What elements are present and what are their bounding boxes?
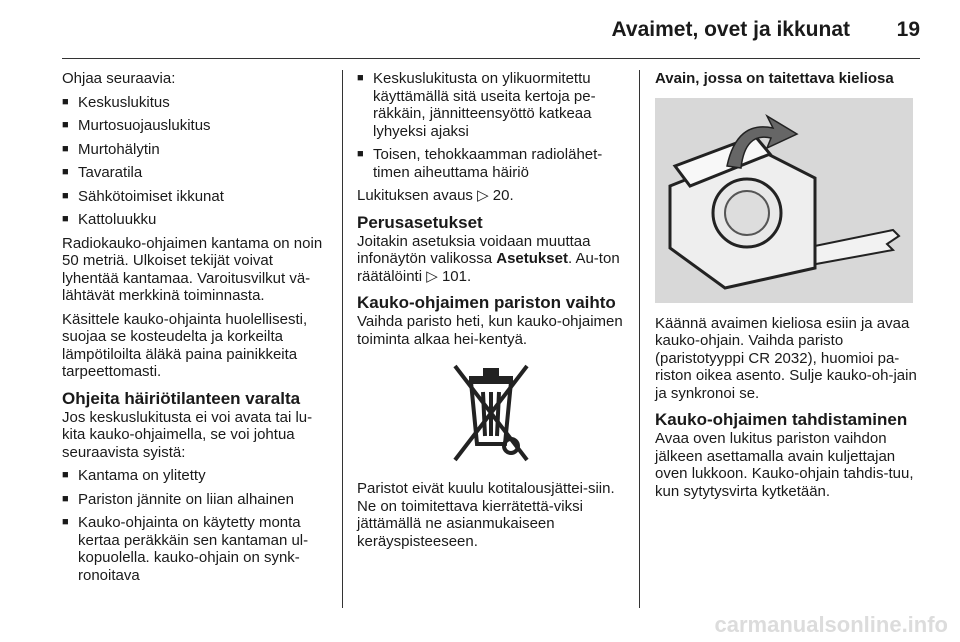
- section-heading-basic-settings: Perusasetukset: [357, 212, 483, 232]
- battery-paragraph: Vaihda paristo heti, kun kauko-ohjaimen toiminta alkaa hei-kentyä.: [357, 313, 623, 348]
- basic-settings-paragraph: [357, 233, 625, 286]
- unlock-text: Lukituksen avaus: [357, 187, 478, 204]
- key-battery-illustration: [655, 98, 913, 303]
- basic-settings-text-2: . Au-ton räätälöinti: [357, 250, 620, 285]
- list-item: ■ Keskuslukitusta on ylikuormitettu käyttämällä sitä useita kertoja pe-räkkäin, jännitteensyöttö katkeaa lyhyeksi ajaksi: [357, 70, 625, 140]
- list-item: ■ Kauko-ohjainta on käytetty monta kertaa peräkkäin sen kantaman ul-kopuolella. kauko-ohjain on synk-ronoitava: [62, 514, 332, 584]
- personalization-page-link[interactable]: 101.: [441, 267, 472, 285]
- key-subheading: Avain, jossa on taitettava kieliosa: [655, 70, 894, 87]
- disposal-paragraph: Paristot eivät kuulu kotitalousjättei-siin. Ne on toimitettava kierrätettä-viksi jättämällä ne asianmukaiseen keräyspisteeseen.: [357, 480, 615, 550]
- page-number: 19: [896, 18, 920, 41]
- basic-settings-text: Joitakin asetuksia voidaan muuttaa infonäytön valikossa: [357, 232, 591, 267]
- troubleshooting-paragraph: Jos keskuslukitusta ei voi avata tai lu-kita kauko-ohjaimella, se voi johtua seuraavista syistä:: [62, 408, 313, 461]
- column-divider-1: [342, 70, 343, 608]
- list-item: ■ Pariston jännite on liian alhainen: [62, 491, 332, 509]
- list-item: ■ Toisen, tehokkaamman radiolähet-timen aiheuttama häiriö: [357, 146, 625, 181]
- header-title: Avaimet, ovet ja ikkunat: [611, 18, 850, 41]
- page-ref-icon: ▷: [477, 187, 489, 204]
- header-rule: [62, 58, 920, 59]
- list-item: ■ Murtohälytin: [62, 141, 332, 159]
- column-3: [655, 70, 923, 506]
- column-2: [357, 70, 625, 556]
- section-heading-troubleshooting: Ohjeita häiriötilanteen varalta: [62, 388, 301, 408]
- controls-intro: Ohjaa seuraavia:: [62, 70, 176, 87]
- settings-menu-label: Asetukset: [496, 250, 568, 267]
- causes-list-continued: [357, 70, 625, 181]
- crossed-out-bin-icon: [441, 358, 541, 468]
- watermark: carmanualsonline.info: [714, 612, 948, 637]
- column-divider-2: [639, 70, 640, 608]
- controls-list: [62, 94, 332, 229]
- section-heading-sync: Kauko-ohjaimen tahdistaminen: [655, 410, 908, 429]
- page-ref-icon: ▷: [426, 267, 438, 285]
- range-paragraph: Radiokauko-ohjaimen kantama on noin 50 metriä. Ulkoiset tekijät voivat lyhentää kantamaa. Varoitusvilkut vä-lähtävät merkkinä toiminnasta.: [62, 234, 323, 304]
- column-1: [62, 70, 332, 590]
- key-illustration-icon: [655, 98, 913, 303]
- unlock-page-link[interactable]: 20.: [492, 187, 514, 204]
- replace-paragraph: Käännä avaimen kieliosa esiin ja avaa kauko-ohjain. Vaihda paristo (paristotyyppi CR 2032), huomioi pa-riston oikea asento. Sulje kauko-oh-jain ja synkronoi se.: [655, 314, 917, 402]
- list-item: ■ Kattoluukku: [62, 211, 332, 229]
- list-item: ■ Sähkötoimiset ikkunat: [62, 188, 332, 206]
- list-item: ■ Keskuslukitus: [62, 94, 332, 112]
- causes-list: [62, 467, 332, 584]
- handling-paragraph: Käsittele kauko-ohjainta huolellisesti, suojaa se kosteudelta ja korkeilta lämpötiloilta äläkä paina painikkeita tarpeettomasti.: [62, 310, 308, 380]
- list-item: ■ Tavaratila: [62, 164, 332, 182]
- unlock-reference: [357, 187, 625, 205]
- sync-paragraph: Avaa oven lukitus pariston vaihdon jälkeen asettamalla avain kuljettajan oven lukkoon. Kauko-ohjain tahdis-tuu, kun sytytysvirta kytketään.: [655, 430, 914, 500]
- section-heading-battery-replacement: Kauko-ohjaimen pariston vaihto: [357, 293, 616, 312]
- list-item: ■ Murtosuojauslukitus: [62, 117, 332, 135]
- list-item: ■ Kantama on ylitetty: [62, 467, 332, 485]
